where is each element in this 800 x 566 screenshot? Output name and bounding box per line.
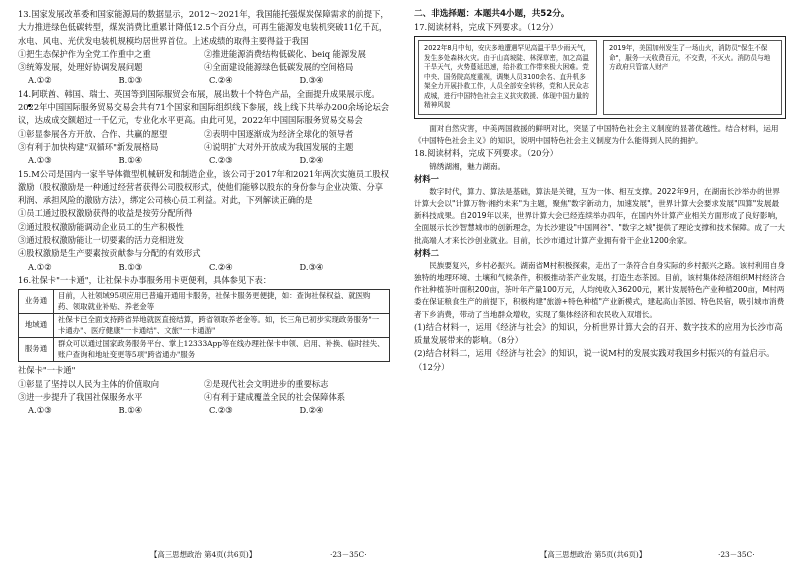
question-18-part-2: (2)结合材料二，运用《经济与社会》的知识，说一说M村的发展实践对我国乡村振兴的有益启示。（12分） bbox=[414, 348, 775, 372]
table-cell-value: 目前，人社领域95项应用已普遍开通用卡服务，社保卡服务更便捷，如：查询社保权益、就医购药、领取就业补贴、养老金等 bbox=[54, 290, 390, 314]
page-footer-left: 【高三思想政治 第4页(共6页)】 bbox=[150, 550, 257, 559]
material-1-title: 材料一 bbox=[414, 173, 439, 184]
option: ①彰显了坚持以人民为主体的价值取向 bbox=[18, 378, 160, 389]
answer-choice[interactable]: A.①② bbox=[28, 261, 52, 272]
table-cell-value: 群众可以通过国家政务服务平台、掌上12333App等在线办理社保卡申领、启用、补换、临时挂失、账户查询和地址变更等5项"跨省通办"服务 bbox=[54, 338, 390, 362]
option: ④全面建设能源绿色低碳发展的空间格局 bbox=[204, 62, 354, 73]
page-code-left: ·23－35C· bbox=[330, 550, 367, 559]
material-2-title: 材料二 bbox=[414, 247, 439, 258]
question-16 bbox=[18, 274, 390, 417]
material-1-text: 数字时代，算力、算法是基础，算法是关键，互为一体、相互支撑。2022年9月，在湖南长沙举办的世界计算大会以"计算万物·湘约未来"为主题，聚焦"数字新动力，加速发展"，世界计算大会要求发展"四算"发展最新科技成果。自2019年以来，世界计算大会已经连续举办四年，在国内外计算产业相关方面形成了良好影响，全面展示长沙智慧城市的创新理念，为长沙建设"中国网谷"、"数字之城"提供了理论支撑和技术保障。成了一大批高端人才来长沙创业就业。目前，长沙市通过计算产业拥有骨干企业1200余家。 bbox=[414, 186, 785, 245]
question-18-subtitle: 锦绣湖湘，魅力湖南。 bbox=[429, 161, 506, 171]
question-16-options bbox=[18, 378, 390, 405]
material-box-china: 2022年8月中旬，安庆多地遭遇罕见高温干旱少雨天气，发生多处森林火灾。由于山高坡陡、林深草密，加之高温干旱天气，火势蔓延迅速，给扑救工作带来极大困难。党中央、国务院高度重视，调集人员3100余名、直升机多架全力开展扑救工作，人员全部安全转移，党和人民众志成城，进行中国特色社会主义抗灾救援、体现中国力量的精神风貌 bbox=[418, 40, 597, 115]
option: ③有利于加快构建"双循环"新发展格局 bbox=[18, 141, 159, 152]
answer-choice[interactable]: B.①③ bbox=[118, 261, 143, 272]
option: ④有利于建成覆盖全民的社会保障体系 bbox=[204, 391, 346, 402]
question-16-stem: 16.社保卡"一卡通"，让社保卡办事服务用卡更便利，具体参见下表： bbox=[18, 274, 272, 285]
option: ③通过股权激励能让一切要素的活力竞相迸发 bbox=[18, 235, 184, 246]
question-14-answers bbox=[18, 154, 390, 167]
question-15-answers bbox=[18, 261, 390, 274]
option: ③进一步提升了我国社保服务水平 bbox=[18, 391, 143, 402]
answer-choice[interactable]: A.①③ bbox=[28, 155, 52, 166]
table-cell-key: 服务通 bbox=[19, 338, 54, 362]
question-14 bbox=[18, 88, 390, 168]
page-code-right: ·23－35C· bbox=[718, 550, 755, 559]
option: ①员工通过股权激励获得的收益是按劳分配所得 bbox=[18, 208, 193, 219]
option: ④说明扩大对外开放成为我国发展的主题 bbox=[204, 141, 354, 152]
option: ②是现代社会文明进步的重要标志 bbox=[204, 378, 329, 389]
question-18-stem: 18.阅读材料，完成下列要求。（20分） bbox=[414, 148, 559, 159]
section-title: 二、非选择题：本题共4小题，共52分。 bbox=[414, 9, 570, 19]
question-13-options bbox=[18, 48, 390, 75]
question-13 bbox=[18, 8, 390, 88]
answer-choice[interactable]: C.②③ bbox=[209, 405, 233, 416]
answer-choice[interactable]: B.①④ bbox=[118, 155, 143, 166]
question-17-stem: 17.阅读材料，完成下列要求。（12分） bbox=[414, 22, 559, 32]
table-cell-key: 地域通 bbox=[19, 314, 54, 338]
social-security-table bbox=[18, 289, 390, 362]
material-2-text: 民族要复兴，乡村必振兴。湖南省M村积极探索，走出了一条符合自身实际的乡村振兴之路。该村利用自身独特的地理环境、土壤和气候条件，积极推动茶产业发展，打造生态茶园。目前，该村集体经济组织M村经济合作社种植茶叶面积200亩，茶叶年产量100万元，人均纯收入36200元，累计发展特色产业种植200亩，M村两委在保证粮食生产的前提下，积极构建"旅游+特色种植"产业新模式，建起高山茶园、特色民宿，吸引城市消费者下乡消费，带动了当地群众增收，实现了集体经济和农民收入双增长。 bbox=[414, 260, 786, 319]
answer-choice[interactable]: C.②④ bbox=[209, 75, 233, 86]
table-row bbox=[19, 290, 390, 314]
question-13-answers bbox=[18, 74, 390, 87]
question-16-answers bbox=[18, 404, 390, 417]
table-cell-value: 社保卡已全面支持跨省异地就医直接结算，跨省领取养老金等。如，长三角已初步实现政务服务"一卡通办"、医疗健康"一卡通结"、文旅"一卡通游" bbox=[54, 314, 390, 338]
option: ②推进能源消费结构低碳化、beiq 能源发展 bbox=[204, 48, 366, 59]
page-footer-right: 【高三思想政治 第5页(共6页)】 bbox=[540, 550, 647, 559]
question-14-stem: 14.阿联酋、韩国、瑞士、英国等到国际服贸会布展，展出数十个特色产品，全面提升成果展示度。2022年中国国际服务贸易交易会共有71个国家和国际组织线下参展，线上线下共举办200余场论坛会议，达成成交额超过一千亿元，专业化水平更高。由此可见，2022年中国国际服务贸易交易会 bbox=[18, 88, 390, 126]
option: ④股权激励是生产要素按贡献参与分配的有效形式 bbox=[18, 248, 201, 259]
table-cell-key: 业务通 bbox=[19, 290, 54, 314]
answer-choice[interactable]: B.①④ bbox=[118, 405, 143, 416]
answer-choice[interactable]: D.②④ bbox=[299, 155, 324, 166]
answer-choice[interactable]: D.③④ bbox=[299, 75, 324, 86]
page-right bbox=[400, 0, 800, 566]
option: ①彰显参展各方开放、合作、共赢的愿望 bbox=[18, 128, 168, 139]
material-box-usa: 2019年，美国加州发生了一场山火，消防员"保生不保命"，服务一天收费百元，不交费，不灭火。消防员与地方政府只管富人财产 bbox=[603, 40, 782, 115]
question-13-stem: 13.国家发展改革委和国家能源局的数据显示，2012～2021年，我国能托强煤炭保障需求的前提下，大力推进绿色低碳转型，煤炭消费比重累计降低12.5个百分点，可再生能源发电装机突破11亿千瓦，水电、风电、光伏发电装机规模均居世界首位。上述成绩的取得主要得益于我国 bbox=[18, 9, 389, 46]
table-row bbox=[19, 338, 390, 362]
question-15-stem: 15.M公司是国内一家半导体微型机械研发和制造企业，该公司于2017年和2021年两次实施员工股权激励（股权激励是一种通过经营者获得公司股权形式，使他们能够以股东的身份参与企业决策、分享利润、承担风险的激励方法），绑定公司核心员工利益。对此，下列解读正确的是 bbox=[18, 168, 389, 206]
question-18-part-1: (1)结合材料一，运用《经济与社会》的知识，分析世界计算大会的召开、数字技术的应用为长沙市高质量发展带来的影响。（8分） bbox=[414, 321, 783, 346]
table-row bbox=[19, 314, 390, 338]
question-14-options bbox=[18, 128, 390, 155]
option: ②通过股权激励能调动企业员工的生产积极性 bbox=[18, 221, 184, 232]
answer-choice[interactable]: D.③④ bbox=[299, 261, 324, 272]
answer-choice[interactable]: C.②③ bbox=[209, 155, 233, 166]
answer-choice[interactable]: A.①② bbox=[28, 75, 52, 86]
question-17-body: 面对自然灾害，中美两国救援的鲜明对比，突显了中国特色社会主义制度的显著优越性。结合材料，运用《中国特色社会主义》的知识，说明中国特色社会主义制度为什么能得到人民的拥护。 bbox=[414, 123, 779, 145]
question-16-lead: 社保卡"一卡通" bbox=[18, 365, 76, 376]
answer-choice[interactable]: C.②④ bbox=[209, 261, 233, 272]
answer-choice[interactable]: D.②④ bbox=[299, 405, 324, 416]
answer-choice[interactable]: B.①③ bbox=[118, 75, 143, 86]
option: ①把生态保护作为全党工作重中之重 bbox=[18, 48, 151, 59]
material-box bbox=[414, 36, 786, 119]
option: ③统筹发展，处理好协调发展问题 bbox=[18, 62, 143, 73]
answer-choice[interactable]: A.①③ bbox=[28, 405, 52, 416]
option: ②表明中国逐渐成为经济全球化的领导者 bbox=[204, 128, 354, 139]
question-15 bbox=[18, 168, 390, 274]
